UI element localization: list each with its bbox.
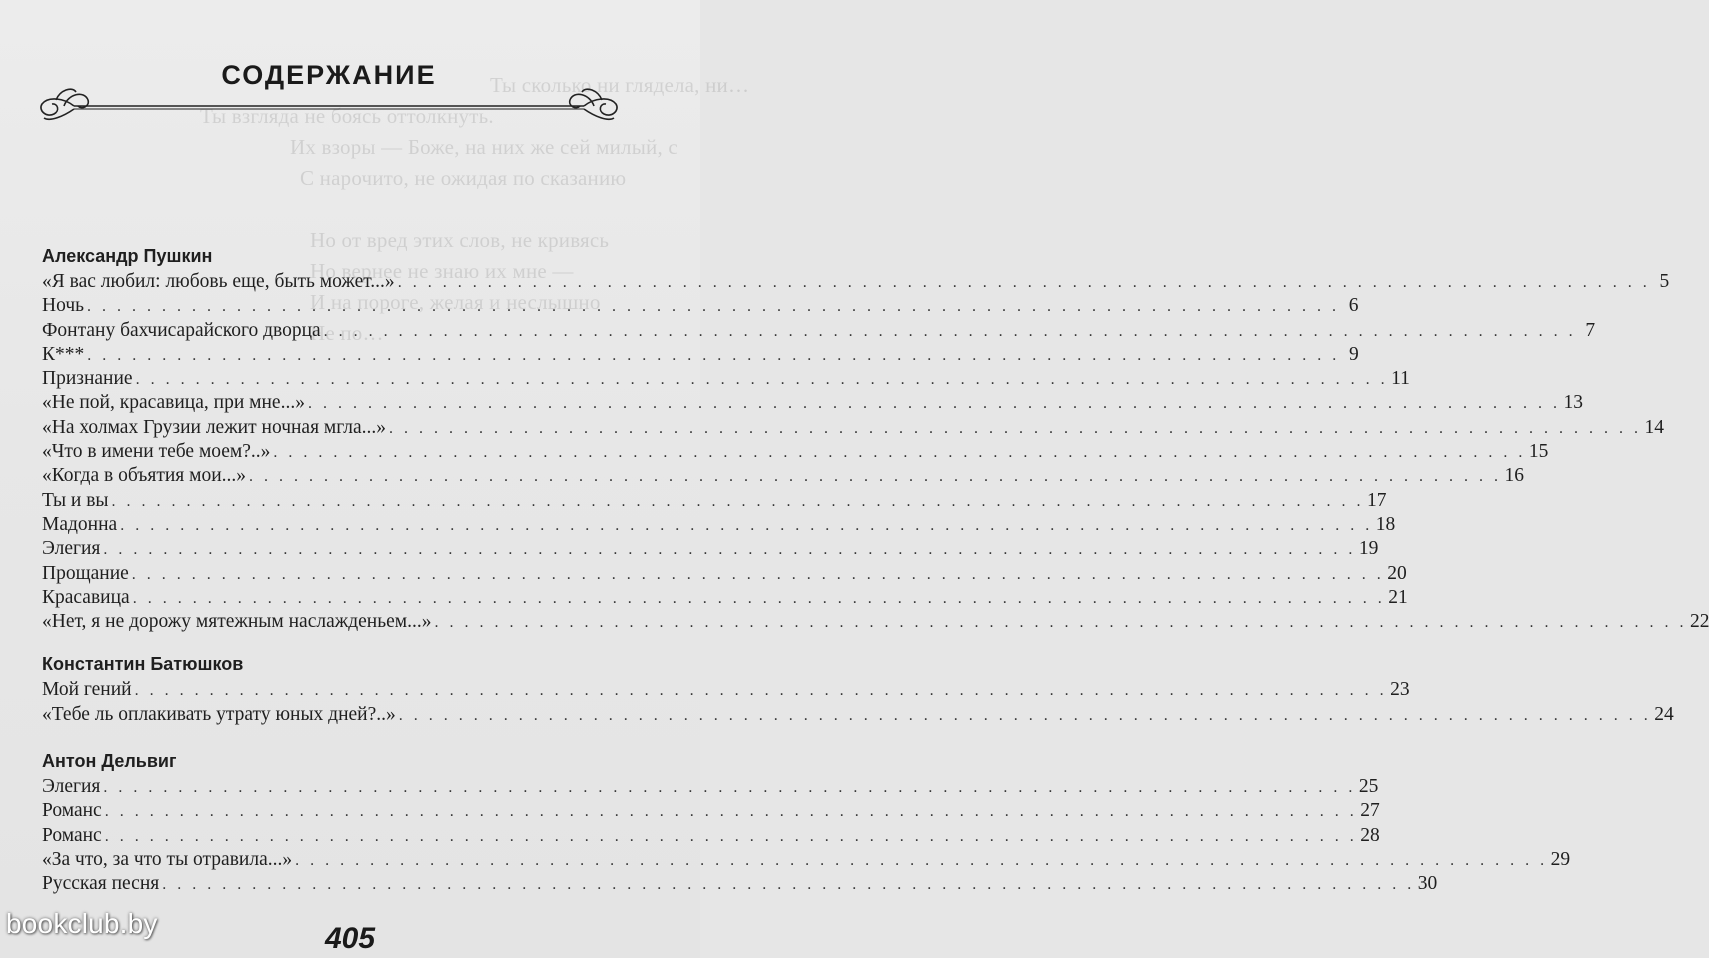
dot-leader — [112, 490, 1365, 514]
entry-page: 15 — [1528, 441, 1549, 463]
toc-section-delvig — [42, 749, 1571, 896]
bleed-line: Ты сколько ни глядела, ни… — [490, 73, 750, 97]
entry-page: 13 — [1563, 392, 1583, 414]
entry-title: Ночь — [42, 295, 85, 317]
entry-page: 17 — [1367, 489, 1387, 511]
dot-leader — [120, 514, 1373, 538]
dot-leader — [87, 295, 1340, 319]
toc-entry[interactable] — [42, 319, 1596, 343]
entry-title: Прощание — [42, 562, 129, 584]
bleed-line: Но вернее не знаю их мне — — [310, 259, 574, 283]
author-heading: Константин Батюшков — [42, 654, 244, 675]
bleed-line: И на пороге, желая и неслышно — [310, 290, 601, 314]
dot-leader — [273, 441, 1526, 465]
dot-leader — [389, 417, 1642, 441]
bleed-line: Ты взгляда не боясь оттолкнуть. — [200, 104, 494, 128]
toc-entry[interactable] — [42, 513, 1396, 537]
entry-page: 29 — [1550, 848, 1571, 870]
dot-leader — [87, 344, 1340, 368]
toc-entry[interactable] — [42, 824, 1380, 848]
toc-entry[interactable] — [42, 464, 1525, 488]
toc-entry[interactable] — [42, 270, 1670, 294]
bleed-line: Их взоры — Боже, на них же сей милый, с — [290, 135, 678, 159]
dot-leader — [295, 849, 1548, 873]
dot-leader — [135, 679, 1388, 703]
entry-title: Элегия — [42, 776, 101, 798]
entry-page: 18 — [1375, 513, 1396, 535]
entry-title: «Когда в объятия мои...» — [42, 465, 247, 487]
toc-entry[interactable] — [42, 440, 1549, 464]
dot-leader — [162, 873, 1415, 897]
entry-title: К*** — [42, 343, 85, 365]
entry-page: 11 — [1391, 368, 1410, 390]
entry-page: 25 — [1358, 776, 1379, 798]
entry-page: 20 — [1387, 562, 1407, 584]
entry-title: Мой гений — [42, 679, 132, 701]
dot-leader — [133, 587, 1386, 611]
entry-page: 5 — [1659, 271, 1670, 292]
author-heading: Антон Дельвиг — [42, 751, 177, 772]
entry-page: 24 — [1654, 703, 1674, 725]
entry-title: Ты и вы — [42, 489, 109, 511]
bleed-line: Не по… — [310, 321, 384, 345]
entry-title: «Нет, я не дорожу мятежным наслажденьем...» — [42, 611, 432, 633]
entry-page: 9 — [1349, 343, 1359, 365]
toc-section-batyushkov — [42, 652, 1674, 727]
entry-title: Признание — [42, 368, 133, 390]
entry-title: «Не пой, красавица, при мне...» — [42, 392, 305, 414]
dot-leader — [308, 392, 1561, 416]
toc-entry[interactable] — [42, 775, 1379, 799]
entry-title: «На холмах Грузии лежит ночная мгла...» — [42, 416, 387, 438]
page-number: 405 — [324, 922, 376, 955]
toc-section-pushkin — [42, 244, 1709, 634]
dot-leader — [132, 563, 1385, 587]
dot-leader — [105, 800, 1358, 824]
entry-page: 16 — [1504, 465, 1525, 487]
entry-page: 28 — [1360, 824, 1380, 846]
entry-page: 19 — [1358, 538, 1379, 560]
dot-leader — [434, 611, 1687, 635]
dot-leader — [249, 465, 1502, 489]
entry-page: 22 — [1689, 611, 1709, 633]
toc-entry[interactable] — [42, 678, 1410, 702]
dot-leader — [136, 368, 1389, 392]
toc-entry[interactable] — [42, 562, 1407, 586]
toc-entry[interactable] — [42, 367, 1410, 391]
toc-entry[interactable] — [42, 343, 1359, 367]
toc-entry[interactable] — [42, 391, 1583, 415]
dot-leader — [324, 320, 1577, 344]
entry-title: «За что, за что ты отравила...» — [42, 848, 293, 870]
entry-title: Элегия — [42, 538, 101, 560]
toc-entry[interactable] — [42, 294, 1359, 318]
entry-page: 14 — [1644, 416, 1665, 438]
dot-leader — [105, 825, 1358, 849]
dot-leader — [398, 271, 1651, 295]
entry-page: 7 — [1585, 319, 1596, 341]
site-watermark: bookclub.by — [6, 908, 158, 939]
toc-entry[interactable] — [42, 537, 1379, 561]
toc-entry[interactable] — [42, 586, 1408, 610]
toc-entry[interactable] — [42, 872, 1438, 896]
toc-entry[interactable] — [42, 848, 1571, 872]
dot-leader — [399, 704, 1652, 728]
author-heading: Александр Пушкин — [42, 246, 213, 266]
entry-page: 21 — [1388, 586, 1408, 608]
toc-entry[interactable] — [42, 610, 1709, 634]
bleed-line: Но от вред этих слов, не кривясь — [310, 228, 610, 252]
table-of-contents — [42, 244, 1709, 897]
entry-title: Красавица — [42, 586, 130, 608]
entry-title: «Тебе ль оплакивать утрату юных дней?..» — [42, 703, 396, 725]
entry-page: 27 — [1360, 800, 1380, 822]
entry-title: Романс — [42, 824, 102, 846]
dot-leader — [103, 538, 1356, 562]
bleed-line — [190, 194, 710, 225]
entry-title: Мадонна — [42, 513, 118, 535]
entry-page: 6 — [1348, 295, 1359, 317]
dot-leader — [103, 776, 1356, 800]
toc-entry[interactable] — [42, 799, 1380, 823]
entry-title: Русская песня — [42, 873, 160, 895]
entry-title: Фонтану бахчисарайского дворца — [42, 319, 321, 341]
entry-page: 23 — [1390, 679, 1410, 701]
page-title: СОДЕРЖАНИЕ — [221, 60, 437, 90]
toc-entry[interactable] — [42, 416, 1665, 440]
entry-page: 30 — [1417, 873, 1438, 895]
bleed-line: С нарочито, не ожидая по сказанию — [300, 166, 627, 190]
toc-entry[interactable] — [42, 489, 1387, 513]
entry-title: «Что в имени тебе моем?..» — [42, 441, 271, 463]
entry-title: «Я вас любил: любовь еще, быть может...» — [42, 271, 395, 292]
entry-title: Романс — [42, 800, 102, 822]
heading-block — [34, 56, 624, 126]
toc-entry[interactable] — [42, 703, 1674, 727]
